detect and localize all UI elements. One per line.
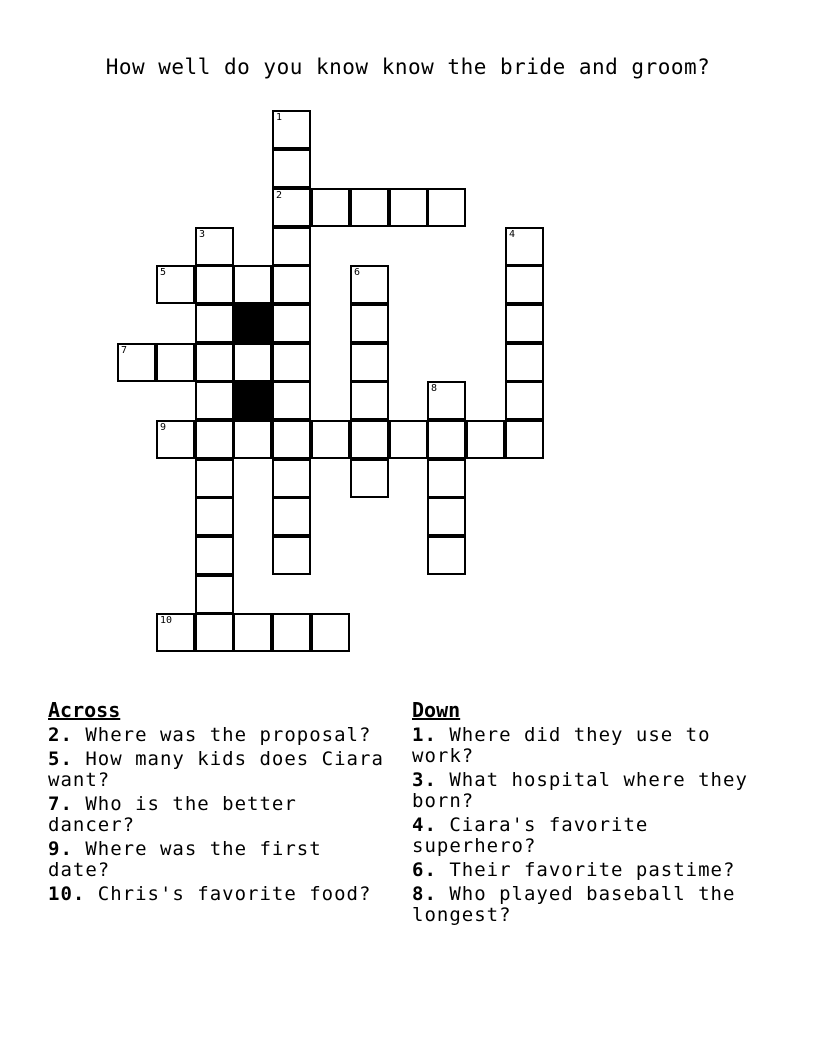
clue-number: 10. — [48, 883, 86, 905]
crossword-cell[interactable] — [427, 536, 466, 575]
crossword-cell[interactable] — [505, 227, 544, 266]
clue-number: 8 — [431, 383, 438, 394]
clue-number: 5. — [48, 748, 73, 770]
crossword-cell[interactable] — [272, 536, 311, 575]
clue-number: 1. — [412, 724, 437, 746]
clue-item — [48, 884, 393, 905]
crossword-cell[interactable] — [505, 304, 544, 343]
crossword-cell[interactable] — [350, 420, 389, 459]
crossword-cell[interactable] — [311, 613, 350, 652]
down-clues — [412, 700, 772, 929]
black-cell — [233, 381, 272, 420]
crossword-cell[interactable] — [195, 536, 234, 575]
crossword-cell[interactable] — [272, 343, 311, 382]
crossword-cell[interactable] — [195, 304, 234, 343]
crossword-cell[interactable] — [505, 265, 544, 304]
crossword-cell[interactable] — [156, 343, 195, 382]
clue-item — [48, 749, 393, 791]
crossword-cell[interactable] — [427, 497, 466, 536]
clue-text: What hospital where they born? — [412, 769, 748, 812]
across-heading: Across — [48, 698, 121, 722]
clue-number: 2. — [48, 724, 73, 746]
crossword-cell[interactable] — [350, 343, 389, 382]
crossword-cell[interactable] — [233, 265, 272, 304]
crossword-cell[interactable] — [311, 188, 350, 227]
clue-number: 6. — [412, 859, 437, 881]
clue-text: Who is the better dancer? — [48, 793, 297, 836]
crossword-cell[interactable] — [350, 265, 389, 304]
crossword-cell[interactable] — [350, 188, 389, 227]
crossword-cell[interactable] — [117, 343, 156, 382]
crossword-cell[interactable] — [272, 304, 311, 343]
clue-text: Chris's favorite food? — [97, 883, 372, 905]
crossword-cell[interactable] — [272, 265, 311, 304]
clue-item — [48, 839, 393, 881]
black-cell — [233, 304, 272, 343]
crossword-cell[interactable] — [233, 613, 272, 652]
crossword-cell[interactable] — [233, 420, 272, 459]
crossword-cell[interactable] — [195, 613, 234, 652]
crossword-cell[interactable] — [272, 149, 311, 188]
crossword-cell[interactable] — [195, 459, 234, 498]
clue-text: Where was the proposal? — [85, 724, 372, 746]
clue-item — [412, 860, 772, 881]
clue-item — [412, 815, 772, 857]
crossword-cell[interactable] — [427, 459, 466, 498]
crossword-cell[interactable] — [427, 420, 466, 459]
clue-item — [48, 725, 393, 746]
crossword-cell[interactable] — [389, 188, 428, 227]
clue-item — [412, 770, 772, 812]
clue-number: 9. — [48, 838, 73, 860]
clue-item — [412, 884, 772, 926]
clue-item — [48, 794, 393, 836]
crossword-cell[interactable] — [272, 613, 311, 652]
clue-text: Where did they use to work? — [412, 724, 711, 767]
crossword-cell[interactable] — [156, 265, 195, 304]
crossword-cell[interactable] — [195, 497, 234, 536]
crossword-cell[interactable] — [311, 420, 350, 459]
clue-number: 8. — [412, 883, 437, 905]
crossword-cell[interactable] — [350, 459, 389, 498]
clue-number: 4. — [412, 814, 437, 836]
crossword-cell[interactable] — [195, 575, 234, 614]
crossword-cell[interactable] — [466, 420, 505, 459]
crossword-cell[interactable] — [195, 265, 234, 304]
clue-text: Who played baseball the longest? — [412, 883, 736, 926]
clue-number: 4 — [509, 229, 516, 240]
crossword-cell[interactable] — [272, 459, 311, 498]
clue-item — [412, 725, 772, 767]
crossword-cell[interactable] — [272, 188, 311, 227]
crossword-cell[interactable] — [233, 343, 272, 382]
clue-text: Where was the first date? — [48, 838, 322, 881]
crossword-cell[interactable] — [195, 381, 234, 420]
clue-number: 7. — [48, 793, 73, 815]
clue-number: 3. — [412, 769, 437, 791]
crossword-cell[interactable] — [505, 420, 544, 459]
clue-number: 6 — [354, 267, 361, 278]
crossword-cell[interactable] — [195, 227, 234, 266]
page-title: How well do you know know the bride and groom? — [105, 55, 711, 79]
crossword-cell[interactable] — [505, 381, 544, 420]
clue-number: 3 — [199, 229, 206, 240]
crossword-cell[interactable] — [389, 420, 428, 459]
crossword-cell[interactable] — [427, 188, 466, 227]
clue-text: Ciara's favorite superhero? — [412, 814, 649, 857]
clue-number: 5 — [160, 267, 167, 278]
crossword-cell[interactable] — [272, 497, 311, 536]
crossword-cell[interactable] — [427, 381, 466, 420]
crossword-cell[interactable] — [505, 343, 544, 382]
clue-number: 7 — [121, 345, 128, 356]
crossword-cell[interactable] — [350, 381, 389, 420]
clue-number: 9 — [160, 422, 167, 433]
crossword-cell[interactable] — [272, 227, 311, 266]
clue-number: 10 — [160, 615, 173, 626]
crossword-cell[interactable] — [350, 304, 389, 343]
crossword-cell[interactable] — [272, 420, 311, 459]
clue-text: Their favorite pastime? — [449, 859, 736, 881]
crossword-cell[interactable] — [272, 110, 311, 149]
crossword-cell[interactable] — [156, 420, 195, 459]
across-clues — [48, 700, 393, 908]
clue-text: How many kids does Ciara want? — [48, 748, 384, 791]
clue-number: 2 — [276, 190, 283, 201]
crossword-cell[interactable] — [156, 613, 195, 652]
crossword-cell[interactable] — [195, 343, 234, 382]
crossword-cell[interactable] — [195, 420, 234, 459]
clue-number: 1 — [276, 112, 283, 123]
crossword-cell[interactable] — [272, 381, 311, 420]
down-heading: Down — [412, 698, 461, 722]
